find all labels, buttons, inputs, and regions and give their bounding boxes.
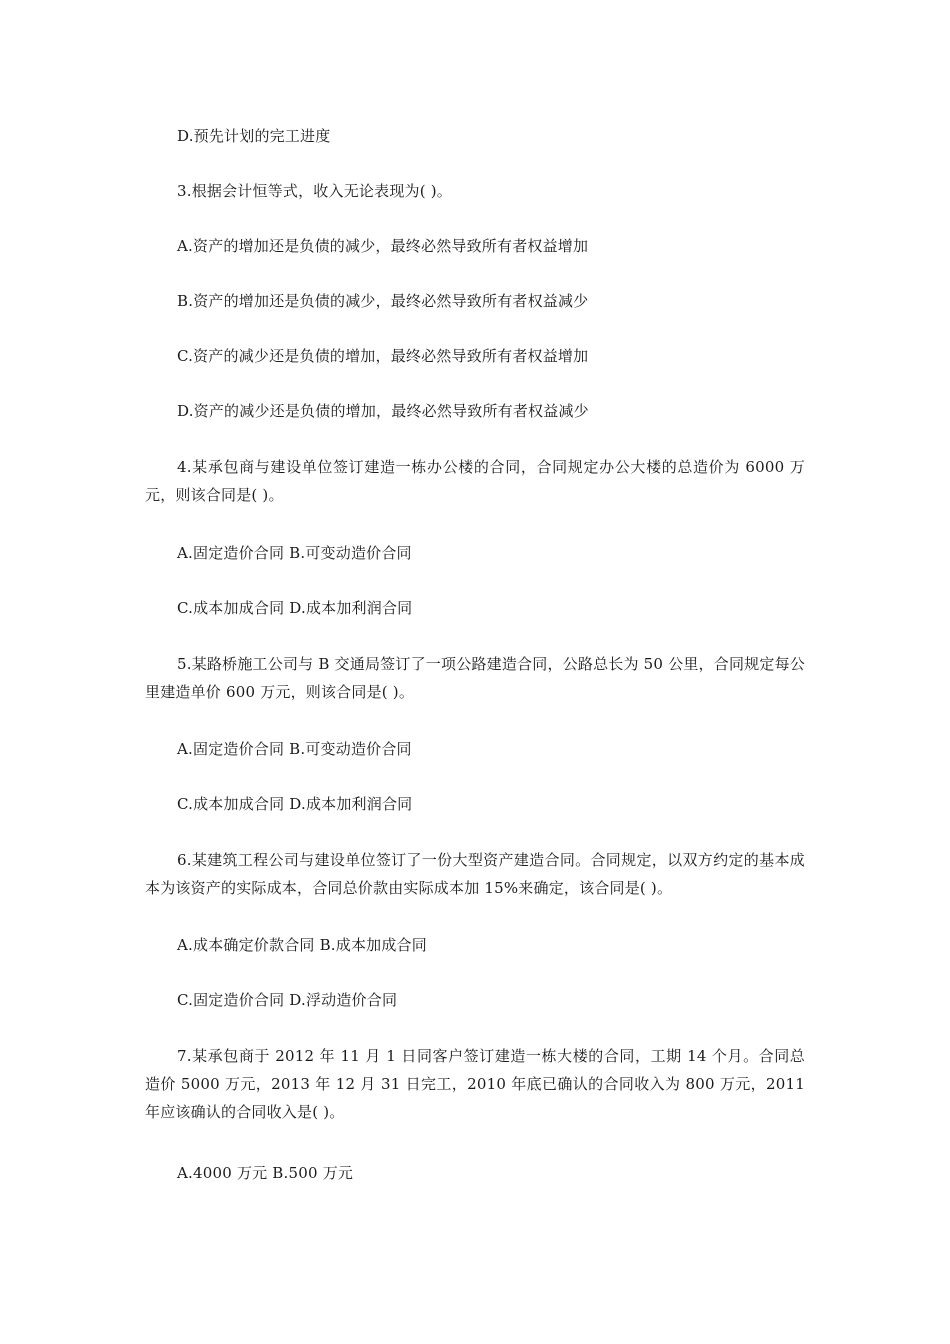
- option-2d: D.预先计划的完工进度: [177, 127, 331, 145]
- option-3a: A.资产的增加还是负债的减少，最终必然导致所有者权益增加: [177, 237, 589, 255]
- option-4ab: A.固定造价合同 B.可变动造价合同: [177, 544, 412, 562]
- question-7: 7.某承包商于 2012 年 11 月 1 日同客户签订建造一栋大楼的合同，工期 14 个月。合同总造价 5000 万元，2013 年 12 月 31 日完工，2010 年底已确认的合同收入为 800 万元，2011 年应该确认的合同收入是( )。: [145, 1047, 805, 1121]
- option-3c: C.资产的减少还是负债的增加，最终必然导致所有者权益增加: [177, 347, 589, 365]
- option-6ab: A.成本确定价款合同 B.成本加成合同: [177, 936, 427, 954]
- option-6cd: C.固定造价合同 D.浮动造价合同: [177, 991, 398, 1009]
- question-4: 4.某承包商与建设单位签订建造一栋办公楼的合同，合同规定办公大楼的总造价为 6000 万元，则该合同是( )。: [145, 458, 805, 504]
- option-3b: B.资产的增加还是负债的减少，最终必然导致所有者权益减少: [177, 292, 589, 310]
- option-4cd: C.成本加成合同 D.成本加利润合同: [177, 599, 413, 617]
- question-6: 6.某建筑工程公司与建设单位签订了一份大型资产建造合同。合同规定，以双方约定的基本成本为该资产的实际成本，合同总价款由实际成本加 15%来确定，该合同是( )。: [145, 851, 805, 897]
- option-5cd: C.成本加成合同 D.成本加利润合同: [177, 795, 413, 813]
- question-3: 3.根据会计恒等式，收入无论表现为( )。: [177, 182, 452, 200]
- question-5: 5.某路桥施工公司与 B 交通局签订了一项公路建造合同，公路总长为 50 公里，合同规定每公里建造单价 600 万元，则该合同是( )。: [145, 655, 805, 701]
- option-7ab: A.4000 万元 B.500 万元: [177, 1164, 354, 1182]
- option-3d: D.资产的减少还是负债的增加，最终必然导致所有者权益减少: [177, 402, 589, 420]
- option-5ab: A.固定造价合同 B.可变动造价合同: [177, 740, 412, 758]
